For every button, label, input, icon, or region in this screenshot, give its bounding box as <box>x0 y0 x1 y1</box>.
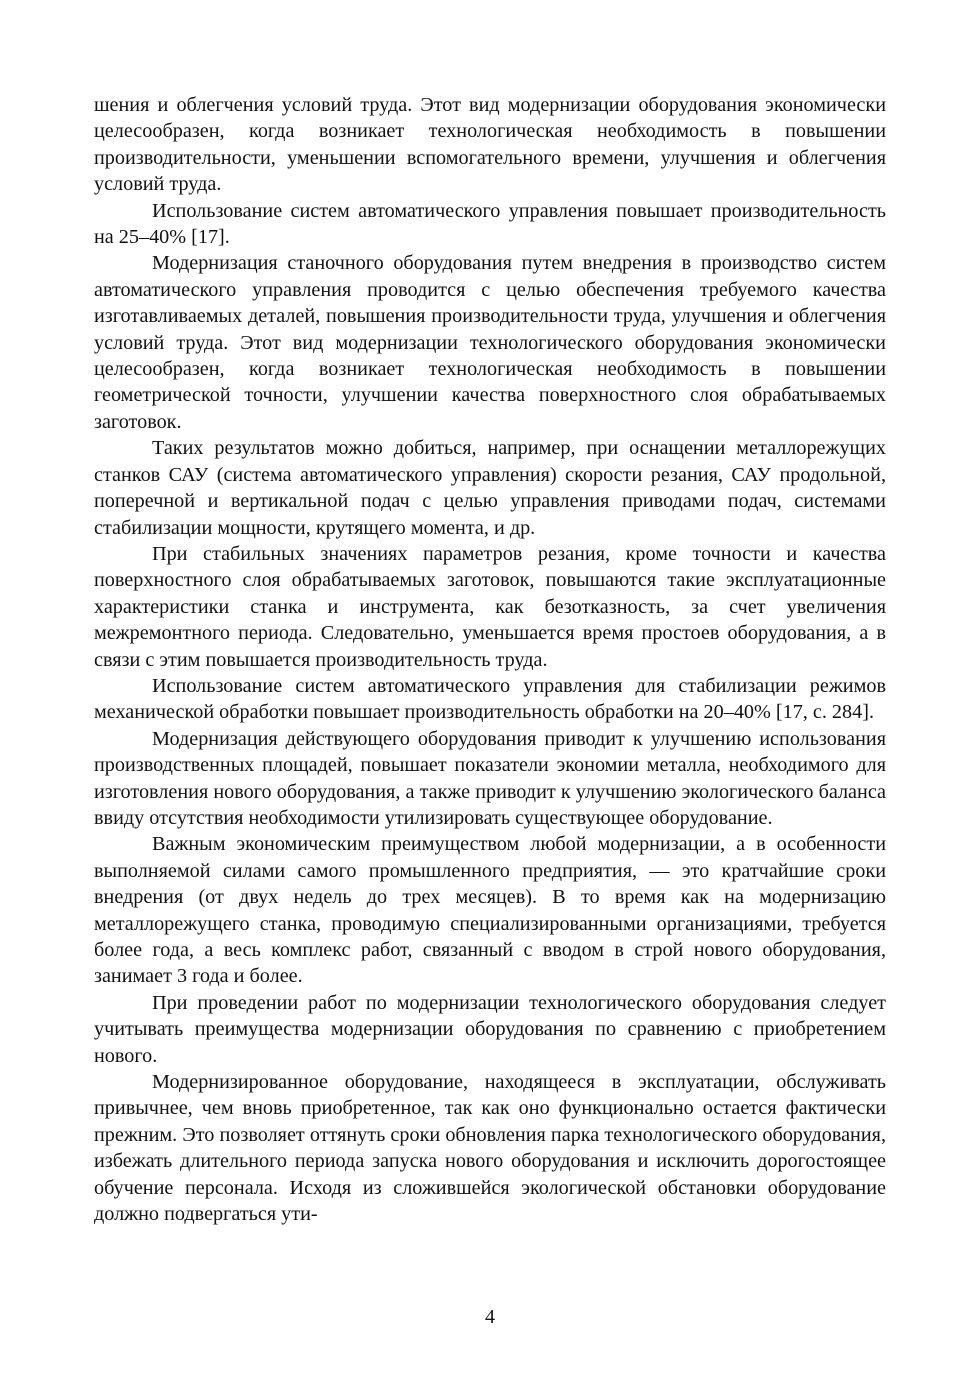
page-body <box>94 92 886 1227</box>
page-number: 4 <box>485 1306 495 1328</box>
paragraph-6: Использование систем автоматического управления для стабилизации режимов механической обработки повышает производительность обработки на 20–40% [17, с. 284]. <box>94 674 886 724</box>
paragraph-10: Модернизированное оборудование, находящееся в эксплуатации, обслуживать привычнее, чем вновь приобретенное, так как оно функционально остается фактически прежним. Это позволяет оттянуть сроки обновления парка технологического оборудования, избежать длительного периода запуска нового оборудования и исключить дорогостоящее обучение персонала. Исходя из сложившейся экологической обстановки оборудование должно подвергаться ути- <box>94 1071 886 1226</box>
paragraph-7: Модернизация действующего оборудования приводит к улучшению использования производственных площадей, повышает показатели экономии металла, необходимого для изготовления нового оборудования, а также приводит к улучшению экологического баланса ввиду отсутствия необходимости утилизировать существующее оборудование. <box>94 727 886 829</box>
paragraph-5: При стабильных значениях параметров резания, кроме точности и качества поверхностного слоя обрабатываемых заготовок, повышаются такие эксплуатационные характеристики станка и инструмента, как безотказность, за счет увеличения межремонтного периода. Следовательно, уменьшается время простоев оборудования, а в связи с этим повышается производительность труда. <box>94 542 886 671</box>
paragraph-3: Модернизация станочного оборудования путем внедрения в производство систем автоматического управления проводится с целью обеспечения требуемого качества изготавливаемых деталей, повышения производительности труда, улучшения и облегчения условий труда. Этот вид модернизации технологического оборудования экономически целесообразен, когда возникает технологическая необходимость в повышении геометрической точности, улучшении качества поверхностного слоя обрабатываемых заготовок. <box>94 252 886 433</box>
paragraph-2: Использование систем автоматического управления повышает производительность на 25–40% [17]. <box>94 199 886 249</box>
paragraph-8: Важным экономическим преимуществом любой модернизации, а в особенности выполняемой силами самого промышленного предприятия, — это кратчайшие сроки внедрения (от двух недель до трех месяцев). В то время как на модернизацию металлорежущего станка, проводимую специализированными организациями, требуется более года, а весь комплекс работ, связанный с вводом в строй нового оборудования, занимает 3 года и более. <box>94 833 886 988</box>
paragraph-1: шения и облегчения условий труда. Этот вид модернизации оборудования экономически целесообразен, когда возникает технологическая необходимость в повышении производительности, уменьшении вспомогательного времени, улучшения и облегчения условий труда. <box>94 94 886 196</box>
paragraph-9: При проведении работ по модернизации технологического оборудования следует учитывать преимущества модернизации оборудования по сравнению с приобретением нового. <box>94 991 886 1067</box>
paragraph-4: Таких результатов можно добиться, например, при оснащении металлорежущих станков САУ (система автоматического управления) скорости резания, САУ продольной, поперечной и вертикальной подач с целью управления приводами подач, системами стабилизации мощности, крутящего момента, и др. <box>94 437 886 539</box>
